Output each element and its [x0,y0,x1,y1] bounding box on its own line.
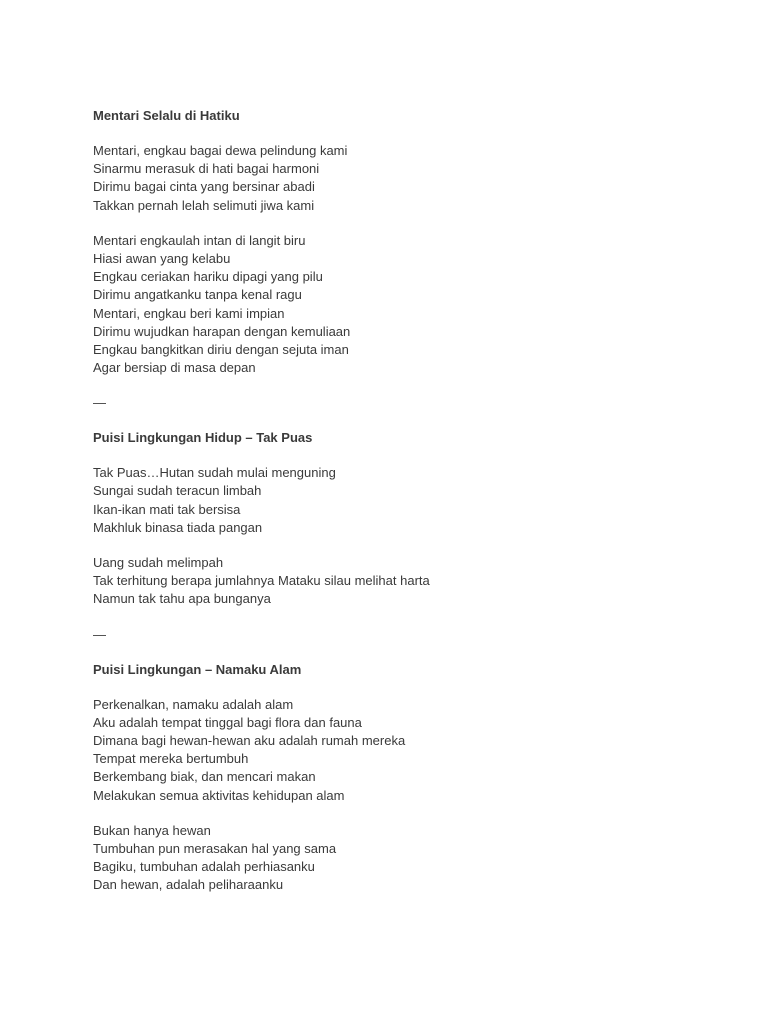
poem [93,661,733,895]
poem-line: Perkenalkan, namaku adalah alam [93,696,294,712]
poem-line: Takkan pernah lelah selimuti jiwa kami [93,197,315,213]
poem-line: Namun tak tahu apa bunganya [93,591,271,607]
poem-line: Engkau bangkitkan diriu dengan sejuta iman [93,341,349,357]
poem-line: Hiasi awan yang kelabu [93,250,231,266]
poem [93,107,733,412]
document-page [93,107,733,911]
poem-line: Dan hewan, adalah peliharaanku [93,877,284,893]
poem-line: Bukan hanya hewan [93,822,211,838]
poem-title: Puisi Lingkungan – Namaku Alam [93,661,302,677]
poem-line: Uang sudah melimpah [93,555,224,570]
poem-line: Berkembang biak, dan mencari makan [93,769,316,785]
poem-line: Makhluk binasa tiada pangan [93,519,263,535]
stanza [93,464,733,537]
poem-title: Mentari Selalu di Hatiku [93,108,240,123]
section-separator: — [93,395,106,411]
poem-line: Ikan-ikan mati tak bersisa [93,501,241,517]
stanza [93,696,733,805]
poem-line: Mentari, engkau beri kami impian [93,305,285,321]
poem-line: Engkau ceriakan hariku dipagi yang pilu [93,269,323,285]
poem-line: Tak Puas…Hutan sudah mulai menguning [93,465,336,481]
poem [93,429,733,643]
stanza [93,232,733,378]
section-separator: — [93,626,106,642]
poem-line: Dirimu angatkanku tanpa kenal ragu [93,287,302,303]
poem-line: Sinarmu merasuk di hati bagai harmoni [93,161,320,177]
poem-line: Melakukan semua aktivitas kehidupan alam [93,787,345,803]
stanza [93,822,733,895]
poem-line: Agar bersiap di masa depan [93,360,256,376]
poem-line: Aku adalah tempat tinggal bagi flora dan fauna [93,714,362,730]
poem-line: Tumbuhan pun merasakan hal yang sama [93,840,337,856]
stanza [93,554,733,609]
poem-line: Tempat mereka bertumbuh [93,751,249,767]
poem-line: Sungai sudah teracun limbah [93,483,262,499]
stanza [93,142,733,215]
poem-line: Dirimu bagai cinta yang bersinar abadi [93,179,315,195]
poem-line: Tak terhitung berapa jumlahnya Mataku silau melihat harta [93,573,430,589]
poem-line: Dirimu wujudkan harapan dengan kemuliaan [93,323,351,339]
poem-line: Dimana bagi hewan-hewan aku adalah rumah mereka [93,732,406,748]
poem-line: Mentari, engkau bagai dewa pelindung kami [93,143,348,158]
poem-line: Bagiku, tumbuhan adalah perhiasanku [93,859,315,875]
poem-title: Puisi Lingkungan Hidup – Tak Puas [93,430,313,446]
poem-line: Mentari engkaulah intan di langit biru [93,232,306,248]
